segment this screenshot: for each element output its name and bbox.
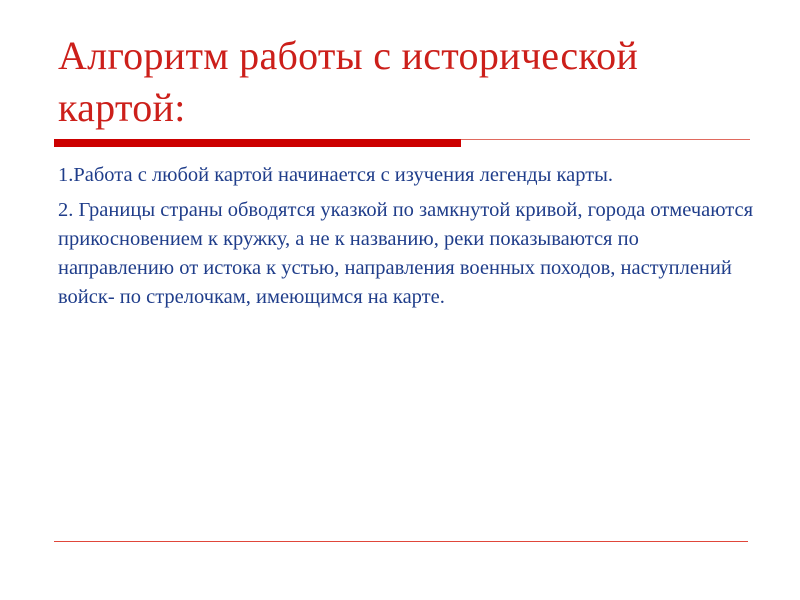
- slide-body: [58, 161, 758, 312]
- footer-rule: [54, 541, 748, 542]
- paragraph-2: 2. Границы страны обводятся указкой по замкнутой кривой, города отмечаются прикосновением к кружку, а не к названию, реки показываются по направлению от истока к устью, направления военных походов, наступлений войск- по стрелочкам, имеющимся на карте.: [58, 199, 754, 308]
- slide-title: Алгоритм работы с исторической картой:: [58, 33, 639, 130]
- title-underline-thin: [461, 139, 750, 140]
- title-underline-thick: [54, 139, 461, 147]
- paragraph-1: 1.Работа с любой картой начинается с изучения легенды карты.: [58, 164, 614, 186]
